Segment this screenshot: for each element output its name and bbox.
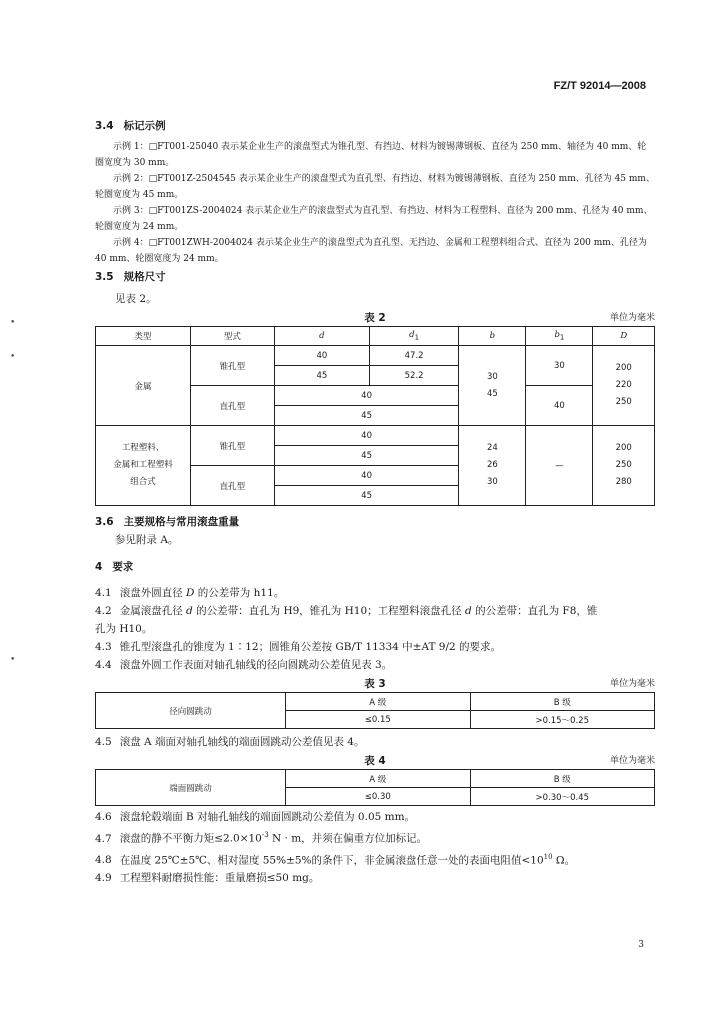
req-4-1: 4.1 滚盘外圆直径 D 的公差带为 h11。 [95, 587, 285, 599]
cell-d1: 52.2 [369, 366, 458, 386]
table-row [96, 693, 655, 711]
cell-d: 40 [274, 346, 369, 366]
req-4-3: 4.3 锥孔型滚盘孔的锥度为 1∶12；圆锥角公差按 GB/T 11334 中±AT 9/2 的要求。 [95, 641, 502, 653]
col-d: d [274, 327, 369, 346]
table-2-caption [95, 310, 655, 326]
form-straight: 直孔型 [191, 386, 275, 426]
table-row [96, 346, 655, 366]
example-4: 示例 4：□FT001ZWH-2004024 表示某企业生产的滚盘型式为直孔型、无挡边、金属和工程塑料组合式、直径为 200 mm、孔径为 40 mm、轮圈宽度为 24 mm。 [95, 238, 647, 264]
cell-d: 45 [274, 366, 369, 386]
req-4-8: 4.8 在温度 25℃±5℃、相对湿度 55%±5%的条件下，非金属滚盘任意一处的表面电阻值$<10^{10}$ Ω。 [95, 852, 576, 866]
table-2 [95, 326, 655, 506]
col-grade-a: A 级 [286, 693, 470, 711]
col-grade-b: B 级 [470, 693, 654, 711]
type-metal: 金属 [96, 346, 191, 426]
req-4-2-cont: 孔为 H10。 [95, 623, 153, 635]
row-label: 径向圆跳动 [96, 693, 286, 729]
table-2-title: 表 2 [364, 312, 386, 324]
col-form: 型式 [191, 327, 275, 346]
scan-dot: • [10, 352, 16, 362]
value-b: >0.15～0.25 [470, 711, 654, 729]
req-4-2: 4.2 金属滚盘孔径 d 的公差带：直孔为 H9，锥孔为 H10；工程塑料滚盘孔径 d 的公差带：直孔为 F8，锥 [95, 605, 598, 617]
table-3-unit: 单位为毫米 [609, 679, 655, 689]
req-4-9: 4.9 工程塑料耐磨损性能：重量磨损≤50 mg。 [95, 872, 320, 884]
col-b: b [459, 327, 526, 346]
cell-b-metal: 30 45 [459, 346, 526, 426]
cell-b1-plastic: — [526, 426, 593, 506]
example-1: 示例 1：□FT001-25040 表示某企业生产的滚盘型式为锥孔型、有挡边、材料为镀锡薄钢板、直径为 250 mm、轴径为 40 mm、轮圈宽度为 30 mm。 [95, 142, 647, 168]
table-3-caption [95, 676, 655, 692]
value-a: ≤0.30 [286, 788, 470, 806]
type-plastic: 工程塑料、 金属和工程塑料 组合式 [96, 426, 191, 506]
example-2: 示例 2：□FT001Z-2504545 表示某企业生产的滚盘型式为直孔型、有挡边、材料为镀锡薄钢板、直径为 250 mm、孔径为 45 mm、轮圈宽度为 45 mm。 [95, 174, 655, 200]
col-b1: $b_1$ [526, 327, 593, 346]
section-3-5-heading: 3.5 规格尺寸 [95, 271, 166, 283]
col-grade-a: A 级 [286, 770, 470, 788]
table-4 [95, 769, 655, 806]
section-3-4-heading: 3.4 标记示例 [95, 120, 166, 132]
cell-d: 40 [274, 466, 458, 486]
cell-d: 40 [274, 426, 458, 446]
table-3 [95, 692, 655, 729]
example-3: 示例 3：□FT001ZS-2004024 表示某企业生产的滚盘型式为直孔型、有挡边、材料为工程塑料、直径为 200 mm、孔径为 40 mm、轮圈宽度为 24 mm。 [95, 206, 653, 232]
section-4-heading: 4 要求 [95, 561, 134, 573]
table-row [96, 770, 655, 788]
standard-number: FZ/T 92014—2008 [553, 80, 646, 92]
cell-b1: 30 [526, 346, 593, 386]
row-label: 端面圆跳动 [96, 770, 286, 806]
section-3-6-heading: 3.6 主要规格与常用滚盘重量 [95, 516, 240, 528]
req-4-7: 4.7 滚盘的静不平衡力矩$\le 2.0\times 10^{-3}$ N · m，并须在偏重方位加标记。 [95, 831, 428, 845]
col-grade-b: B 级 [470, 770, 654, 788]
form-taper: 锥孔型 [191, 346, 275, 386]
cell-d: 45 [274, 406, 458, 426]
scan-dot: • [10, 318, 16, 328]
table-header-row [96, 327, 655, 346]
form-taper: 锥孔型 [191, 426, 275, 466]
table-4-unit: 单位为毫米 [609, 756, 655, 766]
document-body [95, 112, 655, 887]
col-type: 类型 [96, 327, 191, 346]
table-row [96, 426, 655, 446]
cell-b1: 40 [526, 386, 593, 426]
cell-b-plastic: 24 26 30 [459, 426, 526, 506]
req-4-6: 4.6 滚盘轮毂端面 B 对轴孔轴线的端面圆跳动公差值为 0.05 mm。 [95, 811, 416, 823]
cell-D-plastic: 200 250 280 [593, 426, 655, 506]
section-3-6-text: 参见附录 A。 [115, 534, 179, 546]
form-straight: 直孔型 [191, 466, 275, 506]
col-d1: $d_1$ [369, 327, 458, 346]
cell-d1: 47.2 [369, 346, 458, 366]
col-D: D [593, 327, 655, 346]
section-3-5-text: 见表 2。 [115, 293, 157, 305]
req-4-5: 4.5 滚盘 A 端面对轴孔轴线的端面圆跳动公差值见表 4。 [95, 736, 365, 748]
table-3-title: 表 3 [364, 678, 386, 690]
table-2-unit: 单位为毫米 [609, 313, 655, 323]
req-4-4: 4.4 滚盘外圆工作表面对轴孔轴线的径向圆跳动公差值见表 3。 [95, 659, 393, 671]
table-4-title: 表 4 [364, 755, 386, 767]
cell-d: 40 [274, 386, 458, 406]
page-number: 3 [638, 940, 644, 950]
value-b: >0.30～0.45 [470, 788, 654, 806]
value-a: ≤0.15 [286, 711, 470, 729]
scan-dot: • [10, 655, 16, 665]
cell-D-metal: 200 220 250 [593, 346, 655, 426]
table-4-caption [95, 753, 655, 769]
cell-d: 45 [274, 486, 458, 506]
cell-d: 45 [274, 446, 458, 466]
